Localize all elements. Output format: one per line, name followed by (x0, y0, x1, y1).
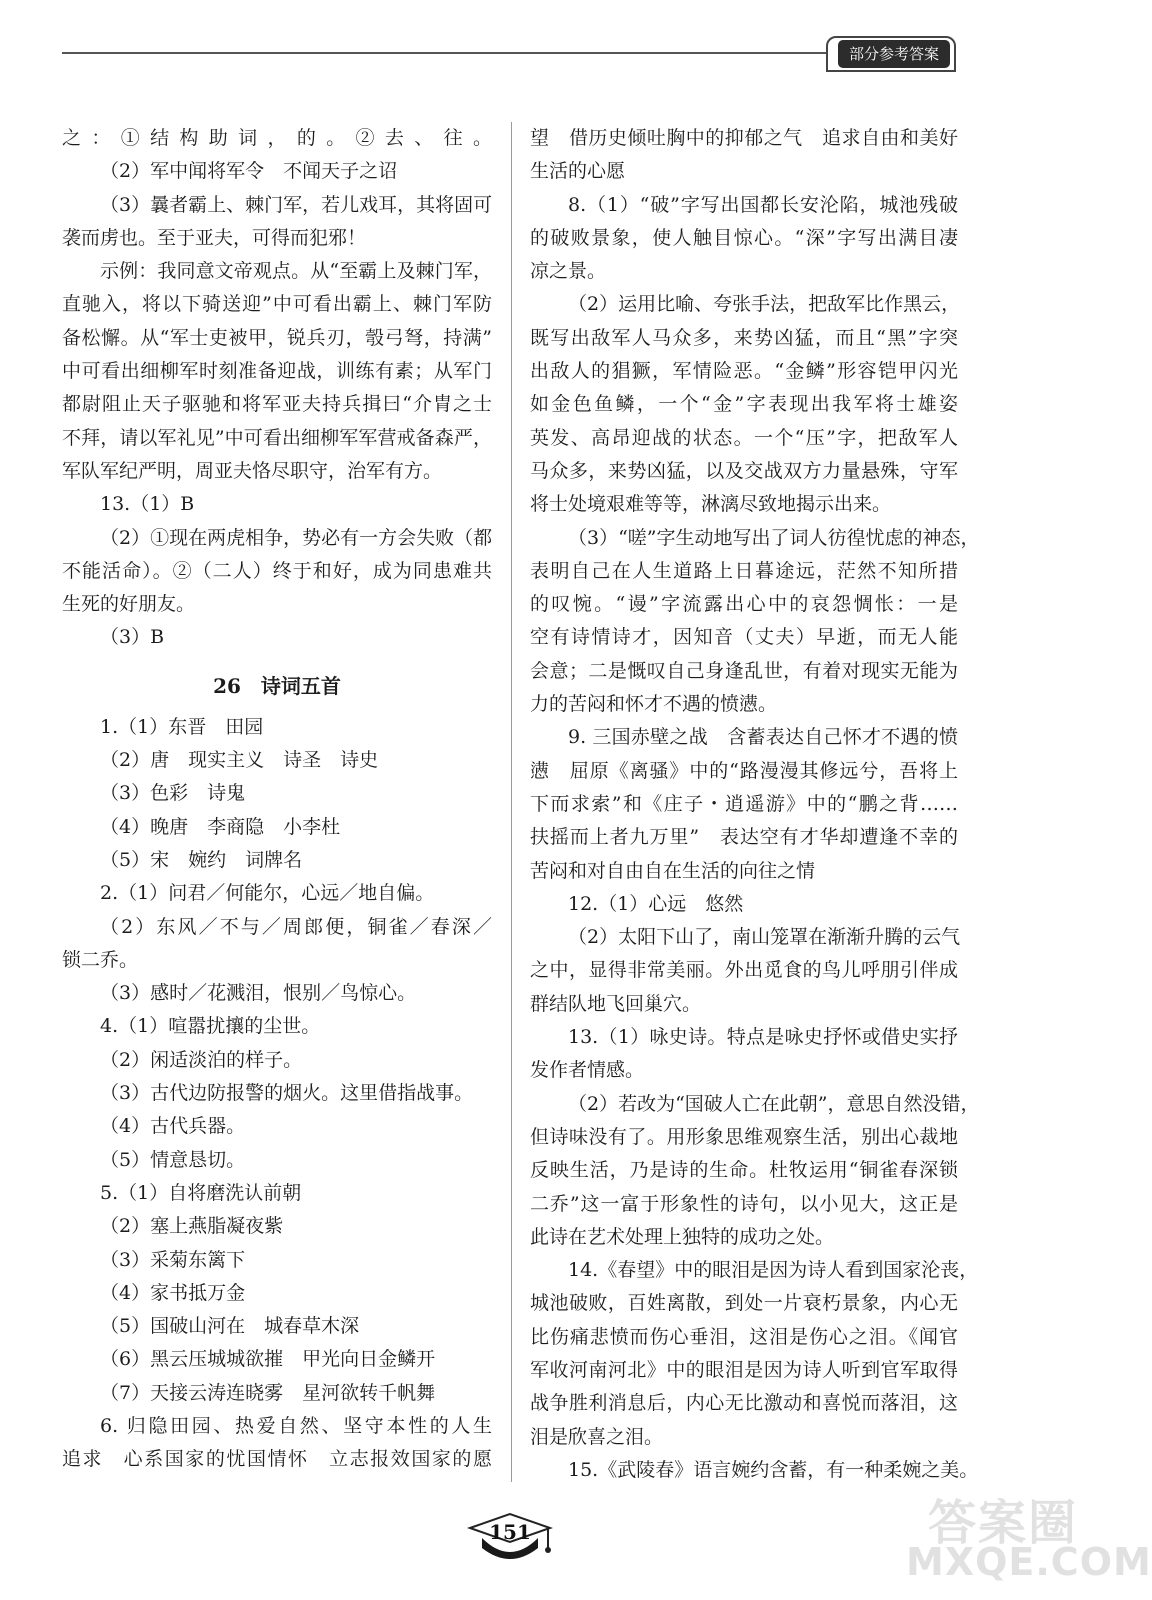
text-line: 不能活命）。②（二人）终于和好，成为同患难共 (62, 559, 492, 582)
text-line: 泪是欣喜之泪。 (530, 1425, 664, 1448)
text-line: 将士处境艰难等等，淋漓尽致地揭示出来。 (530, 493, 892, 516)
text-line: （5）情意恳切。 (100, 1148, 246, 1171)
text-line: （5）宋 婉约 词牌名 (100, 848, 303, 871)
text-line: 15.《武陵春》语言婉约含蓄，有一种柔婉之美。 (568, 1458, 979, 1481)
text-line: 9. 三国赤壁之战 含蓄表达自己怀才不遇的愤 (568, 726, 958, 749)
text-line: 比伤痛悲愤而伤心垂泪，这泪是伤心之泪。《闻官 (530, 1325, 958, 1348)
text-line: 军队军纪严明，周亚夫恪尽职守，治军有方。 (62, 459, 443, 482)
text-line: 出敌人的猖獗，军情险恶。“金鳞”形容铠甲闪光 (530, 360, 958, 383)
text-line: 示例：我同意文帝观点。从“至霸上及棘门军， (100, 260, 492, 283)
text-line: 2.（1）问君／何能尔，心远／地自偏。 (100, 882, 435, 905)
text-line: 中可看出细柳军时刻准备迎战，训练有素；从军门 (62, 360, 492, 383)
text-line: （2）运用比喻、夸张手法，把敌军比作黑云， (568, 293, 961, 316)
text-line: 12.（1）心远 悠然 (568, 892, 744, 915)
text-line: 袭而虏也。至于亚夫，可得而犯邪！ (62, 226, 367, 249)
column-divider (511, 122, 512, 1482)
text-line: 力的苦闷和怀才不遇的愤懑。 (530, 693, 778, 716)
text-line: （3）曩者霸上、棘门军，若儿戏耳，其将固可 (100, 193, 493, 216)
text-line: 13.（1）咏史诗。特点是咏史抒怀或借史实抒 (568, 1026, 958, 1049)
text-line: 此诗在艺术处理上独特的成功之处。 (530, 1225, 835, 1248)
text-line: 13.（1）B (100, 493, 195, 516)
text-line: 反映生活，乃是诗的生命。杜牧运用“铜雀春深锁 (530, 1159, 958, 1182)
text-line: 之中，显得非常美丽。外出觅食的鸟儿呼朋引伴成 (530, 959, 958, 982)
text-line: 望 借历史倾吐胸中的抑郁之气 追求自由和美好 (530, 127, 958, 149)
header-rule (62, 52, 828, 54)
text-line: 发作者情感。 (530, 1059, 645, 1082)
text-line: 但诗味没有了。用形象思维观察生活，别出心裁地 (530, 1125, 958, 1148)
section-title: 26 诗词五首 (213, 673, 341, 698)
text-line: 8.（1）“破”字写出国都长安沦陷，城池残破 (568, 193, 958, 216)
text-line: 6. 归隐田园、热爱自然、坚守本性的人生 (100, 1414, 492, 1437)
text-line: 马众多，来势凶猛，以及交战双方力量悬殊，守军 (530, 459, 958, 482)
text-line: 凉之景。 (530, 260, 607, 283)
text-line: 军收河南河北》中的眼泪是因为诗人听到官军取得 (530, 1358, 958, 1381)
text-line: 追求 心系国家的忧国情怀 立志报效国家的愿 (62, 1448, 492, 1471)
text-line: 14.《春望》中的眼泪是因为诗人看到国家沦丧， (568, 1259, 979, 1282)
text-line: 不拜，请以军礼见”中可看出细柳军军营戒备森严， (62, 426, 492, 449)
text-line: （2）军中闻将军令 不闻天子之诏 (100, 160, 398, 183)
text-line: 群结队地飞回巢穴。 (530, 992, 702, 1015)
text-line: 战争胜利消息后，内心无比激动和喜悦而落泪，这 (530, 1392, 958, 1415)
text-line: 都尉阻止天子驱驰和将军亚夫持兵揖曰“介胄之士 (62, 393, 492, 416)
watermark (900, 1478, 1152, 1588)
text-line: （2）①现在两虎相争，势必有一方会失败（都 (100, 526, 493, 549)
text-line: 空有诗情诗才，因知音（丈夫）早逝，而无人能 (530, 626, 958, 649)
text-line: （3）感时／花溅泪，恨别／鸟惊心。 (100, 982, 417, 1005)
text-line: 扶摇而上者九万里” 表达空有才华却遭逢不幸的 (530, 826, 958, 849)
text-line: 的破败景象，使人触目惊心。“深”字写出满目凄 (530, 226, 958, 249)
text-line: （4）古代兵器。 (100, 1115, 246, 1138)
text-line: （5）国破山河在 城春草木深 (100, 1315, 360, 1338)
text-line: 如金色鱼鳞，一个“金”字表现出我军将士雄姿 (530, 393, 958, 416)
text-line: 既写出敌军人马众多，来势凶猛，而且“黑”字突 (530, 326, 958, 349)
text-line: （3）采菊东篱下 (100, 1248, 246, 1271)
text-line: （7）天接云涛连晓雾 星河欲转千帆舞 (100, 1381, 436, 1404)
text-line: 直驰入，将以下骑送迎”中可看出霸上、棘门军防 (62, 293, 492, 316)
text-line: （2）东风／不与／周郎便，铜雀／春深／ (100, 915, 492, 938)
text-line: （6）黑云压城城欲摧 甲光向日金鳞开 (100, 1348, 436, 1371)
text-line: 生死的好朋友。 (62, 593, 196, 616)
header-badge: 部分参考答案 (838, 40, 950, 68)
text-line: （3）“嗟”字生动地写出了词人彷徨忧虑的神态， (568, 526, 980, 549)
page-number-badge (462, 1508, 558, 1562)
text-line: 4.（1）喧嚣扰攘的尘世。 (100, 1015, 321, 1038)
text-line: （3）B (100, 626, 165, 649)
text-line: 下而求索”和《庄子・逍遥游》中的“鹏之背…… (530, 792, 958, 815)
text-line: （2）若改为“国破人亡在此朝”，意思自然没错， (568, 1092, 980, 1115)
text-line: 锁二乔。 (62, 948, 139, 971)
text-line: 会意；二是慨叹自己身逢乱世，有着对现实无能为 (530, 659, 958, 682)
text-line: （4）晚唐 李商隐 小李杜 (100, 815, 341, 838)
text-line: （2）闲适淡泊的样子。 (100, 1048, 303, 1071)
text-line: 备松懈。从“军士吏被甲，锐兵刃，彀弓弩，持满” (62, 326, 492, 349)
text-line: 1.（1）东晋 田园 (100, 715, 264, 738)
text-line: 懑 屈原《离骚》中的“路漫漫其修远兮，吾将上 (530, 759, 958, 782)
text-line: 表明自己在人生道路上日暮途远，茫然不知所措 (530, 559, 958, 582)
text-line: （3）色彩 诗鬼 (100, 782, 246, 805)
text-line: 生活的心愿 (530, 160, 626, 183)
text-line: 的叹惋。“谩”字流露出心中的哀怨惆怅：一是 (530, 593, 958, 616)
watermark-text: 答案圈 (928, 1495, 1079, 1551)
text-line: （4）家书抵万金 (100, 1281, 246, 1304)
text-line: 5.（1）自将磨洗认前朝 (100, 1181, 302, 1204)
text-line: （2）塞上燕脂凝夜紫 (100, 1215, 284, 1238)
text-line: 之：①结构助词，的。②去、往。 (62, 127, 492, 149)
right-column (530, 122, 980, 1487)
page-number: 151 (489, 1520, 531, 1544)
text-line: 二乔”这一富于形象性的诗句，以小见大，这正是 (530, 1192, 958, 1215)
text-line: （2）太阳下山了，南山笼罩在渐渐升腾的云气 (568, 926, 961, 949)
text-line: 英发、高昂迎战的状态。一个“压”字，把敌军人 (530, 426, 958, 449)
left-column (62, 122, 492, 1477)
text-line: （2）唐 现实主义 诗圣 诗史 (100, 749, 379, 772)
watermark-url: MXQE.COM (906, 1540, 1152, 1584)
text-line: 苦闷和对自由自在生活的向往之情 (530, 859, 816, 882)
text-line: （3）古代边防报警的烟火。这里借指战事。 (100, 1082, 474, 1105)
text-line: 城池破败，百姓离散，到处一片衰朽景象，内心无 (530, 1292, 958, 1315)
